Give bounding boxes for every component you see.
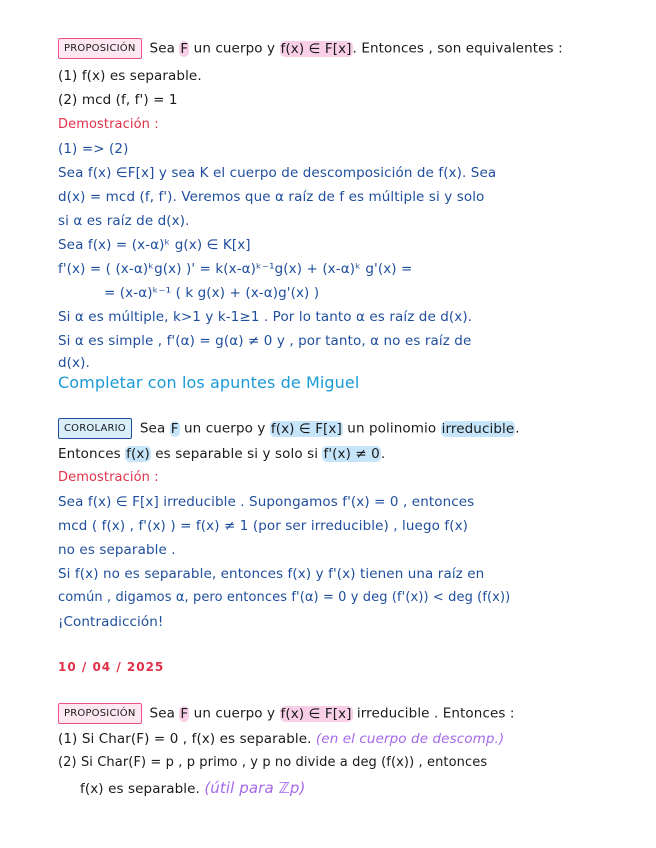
proof-2-line: no es separable . [58, 542, 176, 558]
proof-2-line: Si f(x) no es separable, entonces f(x) y f'(x) tienen una raíz en [58, 566, 485, 582]
proof-2-line: Sea f(x) ∈ F[x] irreducible . Supongamos f'(x) = 0 , entonces [58, 494, 475, 510]
proposition-1-item-1: (1) f(x) es separable. [58, 68, 202, 84]
proof-1-line: (1) => (2) [58, 141, 129, 157]
proposition-2-note-1: (en el cuerpo de descomp.) [315, 731, 505, 747]
proposition-2-note-2: (útil para ℤp) [204, 779, 306, 797]
proof-2-line: ¡Contradicción! [58, 614, 164, 630]
proof-1-line: si α es raíz de d(x). [58, 213, 190, 229]
proof-1-line: f'(x) = ( (x-α)ᵏg(x) )' = k(x-α)ᵏ⁻¹g(x) + (x-α)ᵏ g'(x) = [58, 261, 413, 277]
proof-1-line: d(x). [58, 355, 90, 371]
proof-2-line: mcd ( f(x) , f'(x) ) = f(x) ≠ 1 (por ser irreducible) , luego f(x) [58, 518, 469, 534]
proof-1-line: Sea f(x) ∈F[x] y sea K el cuerpo de descomposición de f(x). Sea [58, 165, 497, 181]
proof-1-line: Si α es simple , f'(α) = g(α) ≠ 0 y , por tanto, α no es raíz de [58, 333, 472, 349]
corollary-tag: COROLARIO [58, 418, 132, 439]
proof-1-heading: Demostración : [58, 117, 159, 132]
date-heading: 10 / 04 / 2025 [58, 660, 165, 674]
proposition-2-item-1: (1) Si Char(F) = 0 , f(x) es separable. (en el cuerpo de descomp.) [58, 731, 505, 747]
proposition-2-item-2-cont: f(x) es separable. (útil para ℤp) [80, 779, 306, 797]
proof-1-line: = (x-α)ᵏ⁻¹ ( k g(x) + (x-α)g'(x) ) [104, 285, 320, 301]
proposition-1-statement: PROPOSICIÓN Sea F un cuerpo y f(x) ∈ F[x]. Entonces , son equivalentes : [58, 38, 563, 59]
proposition-2-item-2: (2) Si Char(F) = p , p primo , y p no divide a deg (f(x)) , entonces [58, 755, 488, 770]
proof-1-note: Completar con los apuntes de Miguel [58, 373, 360, 392]
proposition-2-statement: PROPOSICIÓN Sea F un cuerpo y f(x) ∈ F[x] irreducible . Entonces : [58, 703, 515, 724]
proposition-1-item-2: (2) mcd (f, f') = 1 [58, 92, 178, 108]
corollary-statement-line-2: Entonces f(x) es separable si y solo si f'(x) ≠ 0. [58, 446, 386, 462]
corollary-statement: COROLARIO Sea F un cuerpo y f(x) ∈ F[x] un polinomio irreducible. [58, 418, 520, 439]
proof-2-line: común , digamos α, pero entonces f'(α) = 0 y deg (f'(x)) < deg (f(x)) [58, 590, 511, 605]
proof-1-line: Si α es múltiple, k>1 y k-1≥1 . Por lo tanto α es raíz de d(x). [58, 309, 473, 325]
proposition-tag: PROPOSICIÓN [58, 38, 142, 59]
proposition-tag: PROPOSICIÓN [58, 703, 142, 724]
proof-2-heading: Demostración : [58, 470, 159, 485]
proof-1-line: Sea f(x) = (x-α)ᵏ g(x) ∈ K[x] [58, 237, 251, 253]
proof-1-line: d(x) = mcd (f, f'). Veremos que α raíz de f es múltiple si y solo [58, 189, 485, 205]
